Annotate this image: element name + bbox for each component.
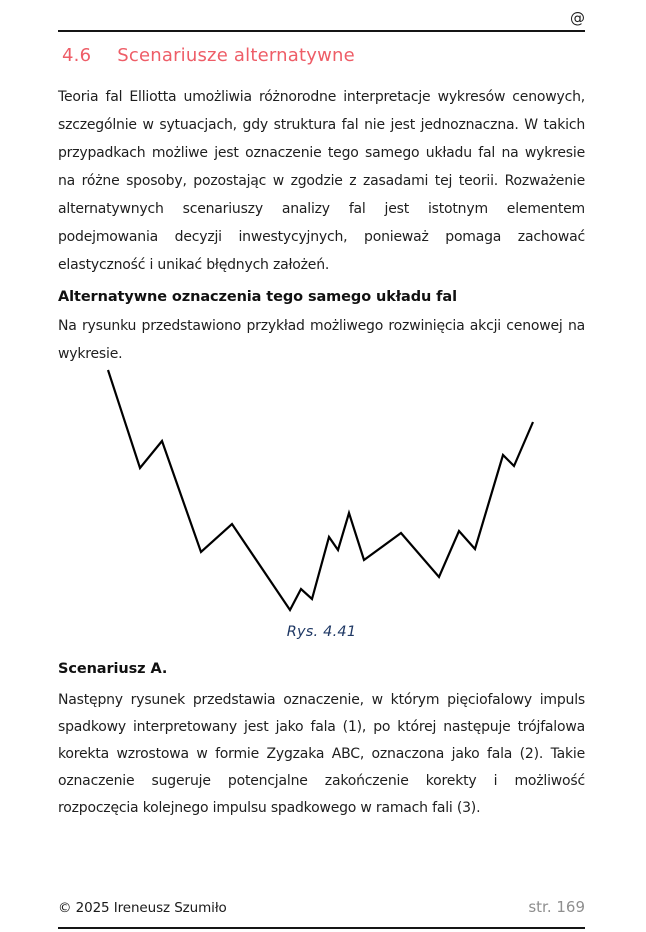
at-sign-icon: @ bbox=[570, 9, 585, 27]
page-footer bbox=[58, 898, 585, 916]
section-number: 4.6 bbox=[62, 45, 92, 66]
section-heading bbox=[62, 45, 355, 66]
page-number: str. 169 bbox=[528, 898, 585, 916]
footer-rule bbox=[58, 927, 585, 929]
paragraph-line: Teoria fal Elliotta umożliwia różnorodne interpretacje wykresów cenowych, bbox=[58, 89, 585, 105]
figure-subheading: Alternatywne oznaczenia tego samego układu fal bbox=[58, 289, 457, 305]
paragraph-line: podejmowania decyzji inwestycyjnych, ponieważ pomaga zachować bbox=[58, 229, 585, 245]
paragraph-line: elastyczność i unikać błędnych założeń. bbox=[58, 257, 330, 273]
intro-paragraph bbox=[58, 83, 585, 279]
figure-caption: Rys. 4.41 bbox=[286, 624, 357, 640]
figure-intro-paragraph bbox=[58, 312, 585, 368]
paragraph-line: rozpoczęcia kolejnego impulsu spadkowego w ramach fali (3). bbox=[58, 800, 481, 816]
scenario-a-subheading: Scenariusz A. bbox=[58, 661, 168, 677]
paragraph-line: alternatywnych scenariuszy analizy fal jest istotnym elementem bbox=[58, 201, 585, 217]
copyright-text: © 2025 Ireneusz Szumiło bbox=[58, 900, 227, 916]
paragraph-line: korekta wzrostowa w formie Zygzaka ABC, oznaczona jako fala (2). Takie bbox=[58, 746, 585, 762]
section-title: Scenariusze alternatywne bbox=[117, 45, 355, 66]
header-rule bbox=[58, 30, 585, 32]
paragraph-line: przypadkach możliwe jest oznaczenie tego samego układu fal na wykresie bbox=[58, 145, 585, 161]
paragraph-line: spadkowy interpretowany jest jako fala (1), po której następuje trójfalowa bbox=[58, 719, 585, 735]
scenario-a-paragraph bbox=[58, 687, 585, 822]
paragraph-line: Na rysunku przedstawiono przykład możliwego rozwinięcia akcji cenowej na bbox=[58, 318, 585, 334]
paragraph-line: Następny rysunek przedstawia oznaczenie, w którym pięciofalowy impuls bbox=[58, 692, 585, 708]
price-polyline bbox=[108, 370, 533, 610]
paragraph-line: szczególnie w sytuacjach, gdy struktura fal nie jest jednoznaczna. W takich bbox=[58, 117, 585, 133]
paragraph-line: oznaczenie sugeruje potencjalne zakończenie korekty i możliwość bbox=[58, 773, 585, 789]
paragraph-line: wykresie. bbox=[58, 346, 123, 362]
paragraph-line: na różne sposoby, pozostając w zgodzie z zasadami tej teorii. Rozważenie bbox=[58, 173, 585, 189]
